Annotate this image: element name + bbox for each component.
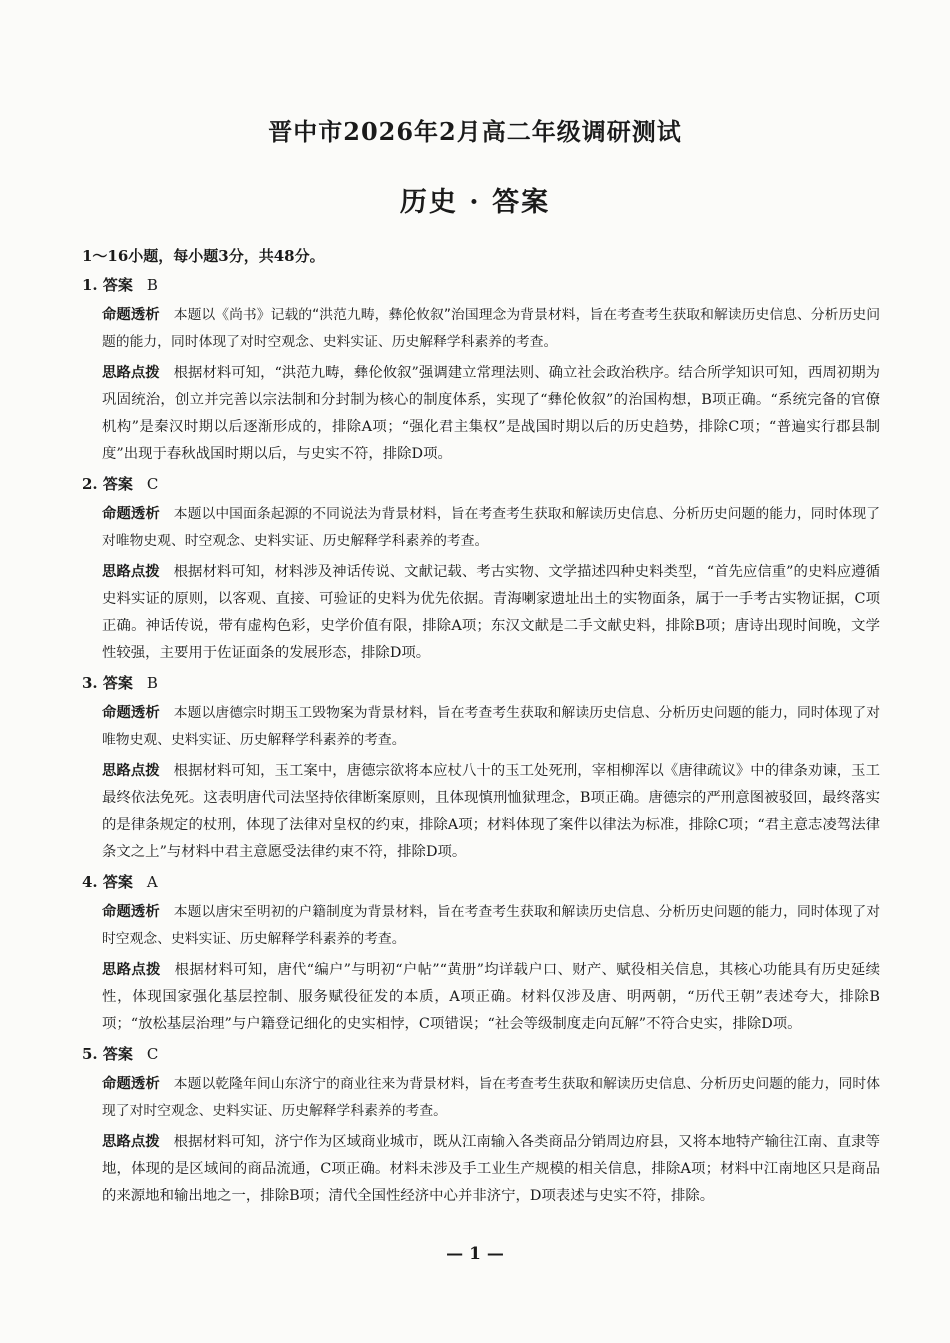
question-5-answer: C	[146, 1045, 159, 1063]
approach-label: 思路点拨	[102, 365, 160, 381]
question-1-intent	[102, 302, 880, 356]
question-2-header	[82, 472, 880, 497]
question-2-answer: C	[146, 475, 159, 493]
question-2	[82, 472, 880, 667]
section-intro: 1～16小题，每小题3分，共48分。	[82, 247, 325, 265]
question-4-header	[82, 870, 880, 895]
question-3	[82, 671, 880, 866]
approach-label: 思路点拨	[102, 1134, 160, 1150]
question-3-header	[82, 671, 880, 696]
question-4-intent	[102, 899, 880, 953]
page-number: — 1 —	[446, 1244, 504, 1264]
question-5-approach-text: 根据材料可知，济宁作为区域商业城市，既从江南输入各类商品分销周边府县，又将本地特产输往江南、直隶等地，体现的是区域间的商品流通，C项正确。材料未涉及手工业生产规模的相关信息，排除A项；材料中江南地区只是商品的来源地和输出地之一，排除B项；清代全国性经济中心并非济宁，D项表述与史实不符，排除。	[102, 1134, 880, 1204]
question-3-approach-text: 根据材料可知，玉工案中，唐德宗欲将本应杖八十的玉工处死刑，宰相柳浑以《唐律疏议》中的律条劝谏，玉工最终依法免死。这表明唐代司法坚持依律断案原则，且体现慎刑恤狱理念，B项正确。唐德宗的严刑意图被驳回，最终落实的是律条规定的杖刑，体现了法律对皇权的约束，排除A项；材料体现了案件以律法为标准，排除C项；“君主意志凌驾法律条文之上”与材料中君主意愿受法律约束不符，排除D项。	[102, 763, 880, 860]
question-5-intent	[102, 1071, 880, 1125]
question-1-label: 1. 答案	[82, 276, 133, 294]
intent-label: 命题透析	[102, 705, 160, 721]
question-1	[82, 273, 880, 468]
question-4-intent-text: 本题以唐宋至明初的户籍制度为背景材料，旨在考查考生获取和解读历史信息、分析历史问题的能力，同时体现了对时空观念、史料实证、历史解释学科素养的考查。	[102, 904, 880, 947]
question-2-intent	[102, 501, 880, 555]
intent-label: 命题透析	[102, 307, 160, 323]
approach-label: 思路点拨	[102, 763, 160, 779]
question-4-label: 4. 答案	[82, 873, 133, 891]
question-5-intent-text: 本题以乾隆年间山东济宁的商业往来为背景材料，旨在考查考生获取和解读历史信息、分析历史问题的能力，同时体现了对时空观念、史料实证、历史解释学科素养的考查。	[102, 1076, 880, 1119]
question-5-label: 5. 答案	[82, 1045, 133, 1063]
question-3-answer: B	[146, 674, 158, 692]
question-4-approach	[102, 957, 880, 1038]
question-5-header	[82, 1042, 880, 1067]
question-1-approach-text: 根据材料可知，“洪范九畴，彝伦攸叙”强调建立常理法则、确立社会政治秩序。结合所学知识可知，西周初期为巩固统治，创立并完善以宗法制和分封制为核心的制度体系，实现了“彝伦攸叙”的治国构想，B项正确。“系统完备的官僚机构”是秦汉时期以后逐渐形成的，排除A项；“强化君主集权”是战国时期以后的历史趋势，排除C项；“普遍实行郡县制度”出现于春秋战国时期以后，与史实不符，排除D项。	[102, 365, 880, 462]
question-2-label: 2. 答案	[82, 475, 133, 493]
question-3-intent	[102, 700, 880, 754]
question-4-approach-text: 根据材料可知，唐代“编户”与明初“户帖”“黄册”均详载户口、财产、赋役相关信息，其核心功能具有历史延续性，体现国家强化基层控制、服务赋役征发的本质，A项正确。材料仅涉及唐、明两朝，“历代王朝”表述夸大，排除B项；“放松基层治理”与户籍登记细化的史实相悖，C项错误；“社会等级制度走向瓦解”不符合史实，排除D项。	[102, 962, 880, 1032]
approach-label: 思路点拨	[102, 564, 160, 580]
question-1-approach	[102, 360, 880, 468]
question-1-intent-text: 本题以《尚书》记载的“洪范九畴，彝伦攸叙”治国理念为背景材料，旨在考查考生获取和解读历史信息、分析历史问题的能力，同时体现了对时空观念、史料实证、历史解释学科素养的考查。	[102, 307, 880, 350]
approach-label: 思路点拨	[102, 962, 161, 978]
question-3-label: 3. 答案	[82, 674, 133, 692]
question-2-approach-text: 根据材料可知，材料涉及神话传说、文献记载、考古实物、文学描述四种史料类型，“首先应信重”的史料应遵循史料实证的原则，以客观、直接、可验证的史料为优先依据。青海喇家遗址出土的实物面条，属于一手考古实物证据，C项正确。神话传说，带有虚构色彩，史学价值有限，排除A项；东汉文献是二手文献史料，排除B项；唐诗出现时间晚，文学性较强，主要用于佐证面条的发展形态，排除D项。	[102, 564, 880, 661]
question-4-answer: A	[146, 873, 158, 891]
intent-label: 命题透析	[102, 904, 160, 920]
question-5-approach	[102, 1129, 880, 1210]
question-2-approach	[102, 559, 880, 667]
question-5	[82, 1042, 880, 1210]
question-2-intent-text: 本题以中国面条起源的不同说法为背景材料，旨在考查考生获取和解读历史信息、分析历史问题的能力，同时体现了对唯物史观、时空观念、史料实证、历史解释学科素养的考查。	[102, 506, 880, 549]
question-3-intent-text: 本题以唐德宗时期玉工毁物案为背景材料，旨在考查考生获取和解读历史信息、分析历史问题的能力，同时体现了对唯物史观、史料实证、历史解释学科素养的考查。	[102, 705, 880, 748]
question-4	[82, 870, 880, 1038]
answer-content	[82, 244, 880, 1214]
intent-label: 命题透析	[102, 1076, 160, 1092]
page-title: 晋中市2026年2月高二年级调研测试	[268, 117, 682, 146]
page-subtitle: 历史 · 答案	[399, 187, 551, 218]
question-1-answer: B	[146, 276, 158, 294]
intent-label: 命题透析	[102, 506, 160, 522]
question-3-approach	[102, 758, 880, 866]
question-1-header	[82, 273, 880, 298]
